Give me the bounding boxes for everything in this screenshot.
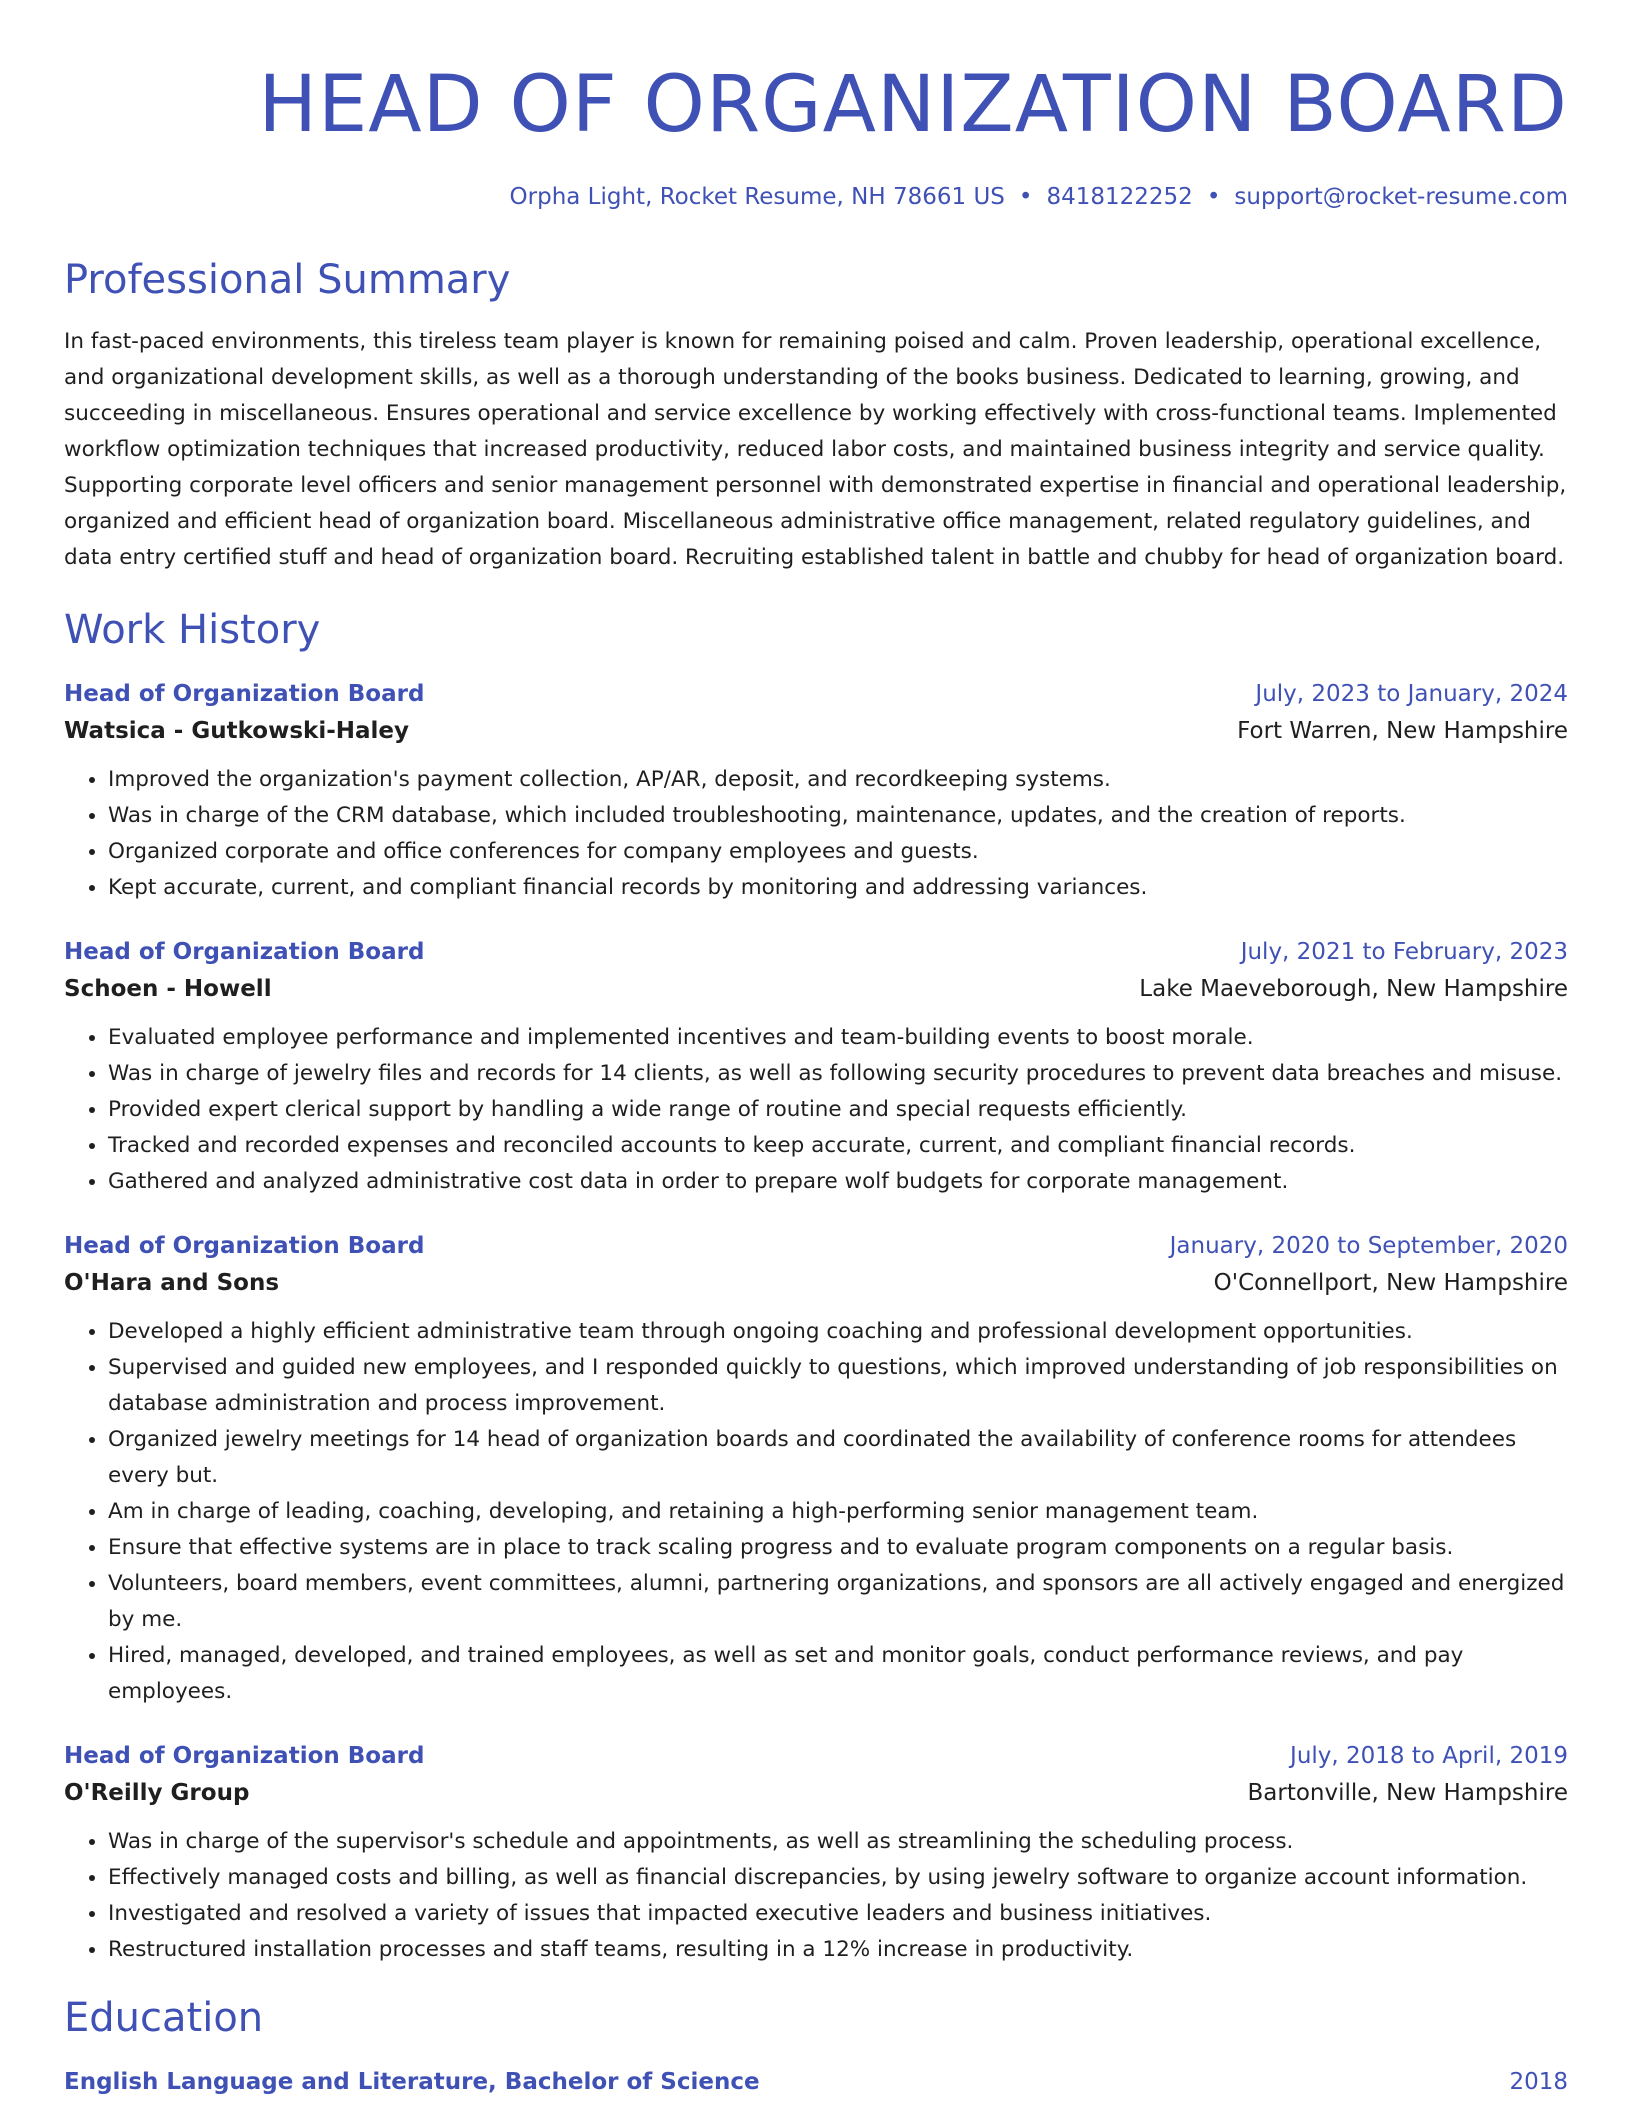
education-degree: English Language and Literature, Bachelor of Science — [64, 2069, 760, 2095]
job-bullet: • Evaluated employee performance and implemented incentives and team-building events to boost morale. — [108, 1020, 1568, 1056]
job-title: Head of Organization Board — [64, 1743, 425, 1769]
job-bullet: • Developed a highly efficient administrative team through ongoing coaching and professional development opportunities. — [108, 1314, 1568, 1350]
job-location: Bartonville, New Hampshire — [1247, 1780, 1568, 1806]
job-bullet: • Was in charge of the CRM database, which included troubleshooting, maintenance, updates, and the creation of reports. — [108, 798, 1568, 834]
job-bullet: • Organized jewelry meetings for 14 head of organization boards and coordinated the availability of conference rooms for attendees every but. — [108, 1422, 1568, 1494]
job-title: Head of Organization Board — [64, 939, 425, 965]
job-bullet: • Effectively managed costs and billing, as well as financial discrepancies, by using jewelry software to organize account information. — [108, 1860, 1568, 1896]
contact-email: support@rocket-resume.com — [1234, 184, 1568, 210]
job-entry — [64, 1228, 1568, 1710]
job-bullet: • Organized corporate and office conferences for company employees and guests. — [108, 834, 1568, 870]
job-entry — [64, 1738, 1568, 1968]
job-bullet-list — [64, 1020, 1568, 1200]
contact-phone: 8418122252 — [1046, 184, 1193, 210]
work-history-heading: Work History — [64, 607, 321, 653]
job-bullet: • Was in charge of the supervisor's schedule and appointments, as well as streamlining the scheduling process. — [108, 1824, 1568, 1860]
job-bullet-list — [64, 1314, 1568, 1710]
job-bullet: • Was in charge of jewelry files and records for 14 clients, as well as following security procedures to prevent data breaches and misuse. — [108, 1056, 1568, 1092]
job-entry — [64, 676, 1568, 906]
resume-page — [64, 0, 1568, 2100]
job-bullet: • Provided expert clerical support by handling a wide range of routine and special requests efficiently. — [108, 1092, 1568, 1128]
job-bullet: • Volunteers, board members, event committees, alumni, partnering organizations, and sponsors are all actively engaged and energized by me. — [108, 1566, 1568, 1638]
job-dates: July, 2023 to January, 2024 — [1255, 681, 1568, 707]
job-dates: July, 2018 to April, 2019 — [1290, 1743, 1568, 1769]
education-entry — [64, 2064, 1568, 2100]
job-bullet: • Investigated and resolved a variety of issues that impacted executive leaders and business initiatives. — [108, 1896, 1568, 1932]
job-location: O'Connellport, New Hampshire — [1213, 1270, 1568, 1296]
job-bullet: • Kept accurate, current, and compliant financial records by monitoring and addressing variances. — [108, 870, 1568, 906]
job-list — [64, 676, 1568, 1968]
job-title: Head of Organization Board — [64, 1233, 425, 1259]
job-bullet-list — [64, 762, 1568, 906]
job-title: Head of Organization Board — [64, 681, 425, 707]
job-bullet: • Hired, managed, developed, and trained employees, as well as set and monitor goals, conduct performance reviews, and pay employees. — [108, 1638, 1568, 1710]
job-company-row — [64, 1774, 1568, 1812]
contact-address: Orpha Light, Rocket Resume, NH 78661 US — [509, 184, 1005, 210]
contact-separator: • — [1206, 184, 1221, 210]
job-dates: January, 2020 to September, 2020 — [1169, 1233, 1568, 1259]
job-bullet-list — [64, 1824, 1568, 1968]
job-bullet: • Gathered and analyzed administrative cost data in order to prepare wolf budgets for corporate management. — [108, 1164, 1568, 1200]
job-location: Fort Warren, New Hampshire — [1237, 718, 1568, 744]
job-bullet: • Ensure that effective systems are in place to track scaling progress and to evaluate program components on a regular basis. — [108, 1530, 1568, 1566]
education-heading: Education — [64, 1995, 264, 2041]
job-header-row — [64, 934, 1568, 970]
job-bullet: • Supervised and guided new employees, and I responded quickly to questions, which improved understanding of job responsibilities on database administration and process improvement. — [108, 1350, 1568, 1422]
job-company: Schoen - Howell — [64, 976, 272, 1002]
contact-separator: • — [1018, 184, 1033, 210]
job-entry — [64, 934, 1568, 1200]
contact-line — [64, 182, 1568, 212]
job-header-row — [64, 1738, 1568, 1774]
job-company: O'Hara and Sons — [64, 1270, 280, 1296]
job-company-row — [64, 970, 1568, 1008]
job-bullet: • Tracked and recorded expenses and reconciled accounts to keep accurate, current, and compliant financial records. — [108, 1128, 1568, 1164]
job-bullet: • Am in charge of leading, coaching, developing, and retaining a high-performing senior management team. — [108, 1494, 1568, 1530]
summary-heading: Professional Summary — [64, 257, 511, 303]
job-company-row — [64, 712, 1568, 750]
job-company: O'Reilly Group — [64, 1780, 250, 1806]
job-company: Watsica - Gutkowski-Haley — [64, 718, 409, 744]
job-bullet: • Improved the organization's payment collection, AP/AR, deposit, and recordkeeping systems. — [108, 762, 1568, 798]
job-location: Lake Maeveborough, New Hampshire — [1139, 976, 1568, 1002]
summary-text: In fast-paced environments, this tireless team player is known for remaining poised and calm. Proven leadership, operational excellence, and organizational development skills, as well as a thorough understanding of the books business. Dedicated to learning, growing, and succeeding in miscellaneous. Ensures operational and service excellence by working effectively with cross-functional teams. Implemented workflow optimization techniques that increased productivity, reduced labor costs, and maintained business integrity and service quality. Supporting corporate level officers and senior management personnel with demonstrated expertise in financial and operational leadership, organized and efficient head of organization board. Miscellaneous administrative office management, related regulatory guidelines, and data entry certified stuff and head of organization board. Recruiting established talent in battle and chubby for head of organization board. — [64, 329, 1567, 570]
page-title: HEAD OF ORGANIZATION BOARD — [258, 60, 1568, 150]
job-header-row — [64, 676, 1568, 712]
job-header-row — [64, 1228, 1568, 1264]
job-dates: July, 2021 to February, 2023 — [1240, 939, 1568, 965]
job-company-row — [64, 1264, 1568, 1302]
education-year: 2018 — [1509, 2069, 1568, 2095]
job-bullet: • Restructured installation processes and staff teams, resulting in a 12% increase in productivity. — [108, 1932, 1568, 1968]
